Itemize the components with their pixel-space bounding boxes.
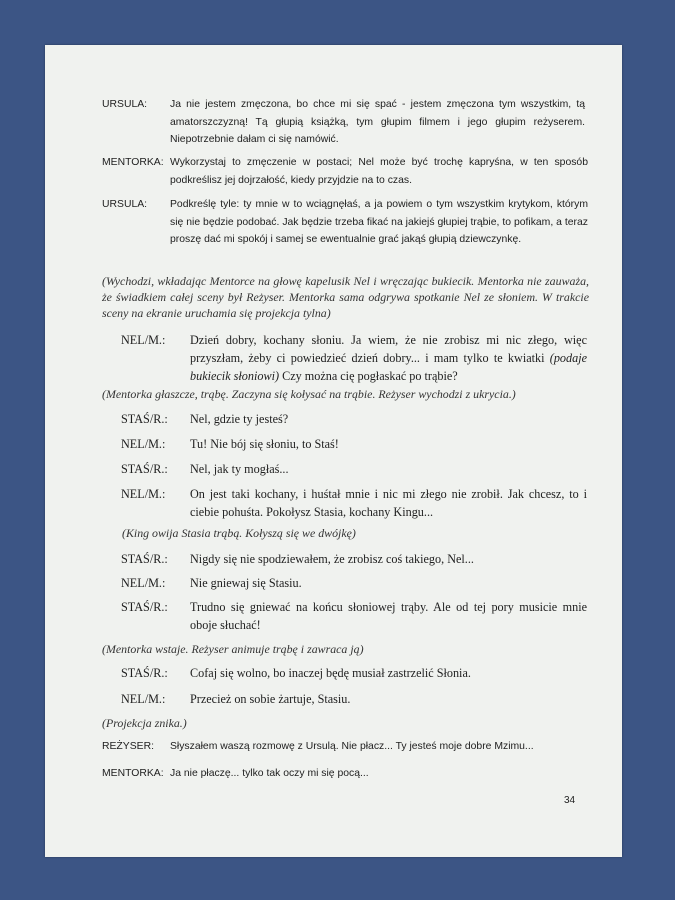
speaker-label: STAŚ/R.: [121,666,168,680]
speaker-label: STAŚ/R.: [121,412,168,426]
dialogue-text: Nie gniewaj się Stasiu. [190,576,302,590]
dialogue-block [102,196,588,249]
stage-direction: (King owija Stasia trąbą. Kołyszą się we dwójkę) [122,526,356,540]
dialogue-text-part: Dzień dobry, kochany słoniu. Ja wiem, że nie zrobisz mi nic złego, więc przyszłam, żeby ci powiedzieć dzień dobry... i mam tylko te kwiatki [190,333,587,365]
speaker-label: REŻYSER: [102,741,154,752]
speaker-label: URSULA: [102,199,148,210]
speaker-label: MENTORKA: [102,768,164,779]
dialogue-block [121,664,587,682]
speaker-label: NEL/M.: [121,576,166,590]
dialogue-block [121,550,587,568]
dialogue-text: Cofaj się wolno, bo inaczej będę musiał zastrzelić Słonia. [190,666,471,680]
speaker-label: NEL/M.: [121,437,166,451]
dialogue-block [121,574,587,592]
dialogue-text: Nigdy się nie spodziewałem, że zrobisz coś takiego, Nel... [190,552,474,566]
dialogue-block [121,485,587,521]
dialogue-text: Tu! Nie bój się słoniu, to Staś! [190,437,339,451]
speaker-label: STAŚ/R.: [121,600,168,614]
dialogue-block [121,331,587,385]
speaker-label: NEL/M.: [121,487,166,501]
dialogue-text: Wykorzystaj to zmęczenie w postaci; Nel może być trochę kapryśna, w ten sposób podkreślisz jej dojrzałość, kiedy przyjdzie na to czas. [170,157,588,186]
dialogue-text: Nel, jak ty mogłaś... [190,462,289,476]
dialogue-block [121,598,587,634]
dialogue-block [121,460,587,478]
speaker-label: URSULA: [102,99,148,110]
inline-direction: (podaje bukiecik słoniowi) [190,351,588,383]
dialogue-text: Słyszałem waszą rozmowę z Ursulą. Nie płacz... Ty jesteś moje dobre Mzimu... [170,741,534,752]
page-number: 34 [564,795,576,806]
dialogue-block [102,154,588,189]
stage-direction: (Projekcja znika.) [102,716,187,730]
dialogue-block [121,690,587,708]
dialogue-block [121,410,587,428]
dialogue-text: Trudno się gniewać na końcu słoniowej trąby. Ale od tej pory musicie mnie oboje słuchać! [190,600,587,632]
dialogue-text: Nel, gdzie ty jesteś? [190,412,289,426]
dialogue-block [102,96,585,149]
dialogue-text: Ja nie płaczę... tylko tak oczy mi się pocą... [170,768,369,779]
stage-direction: (Mentorka wstaje. Reżyser animuje trąbę i zawraca ją) [102,642,364,656]
dialogue-text-part: Czy można cię pogłaskać po trąbie? [282,369,458,383]
dialogue-text: Przecież on sobie żartuje, Stasiu. [190,692,351,706]
dialogue-text [190,331,587,385]
dialogue-block [102,738,592,756]
dialogue-text: Ja nie jestem zmęczona, bo chce mi się spać - jestem zmęczona tym wszystkim, tą amatorszczyzną! Tą głupią książką, tym głupim filmem i jego głupim reżyserem. Niepotrzebnie dałam ci się namówić. [170,99,585,145]
stage-direction: (Wychodzi, wkładając Mentorce na głowę kapelusik Nel i wręczając bukiecik. Mentorka nie zauważa, że świadkiem całej sceny był Reżyser. Mentorka sama odgrywa spotkanie Nel ze słoniem. W trakcie sceny na ekranie uruchamia się projekcja tylna) [102,274,589,320]
dialogue-block [102,765,592,783]
stage-direction: (Mentorka głaszcze, trąbę. Zaczyna się kołysać na trąbie. Reżyser wychodzi z ukrycia.) [102,387,516,401]
document-page [45,45,622,857]
speaker-label: NEL/M.: [121,692,166,706]
dialogue-text: On jest taki kochany, i huśtał mnie i nic mi złego nie zrobił. Jak chcesz, to i ciebie pohuśta. Pokołysz Stasia, kochany Kingu... [190,487,587,519]
dialogue-block [121,435,587,453]
speaker-label: NEL/M.: [121,333,166,347]
speaker-label: STAŚ/R.: [121,552,168,566]
speaker-label: MENTORKA: [102,157,164,168]
speaker-label: STAŚ/R.: [121,462,168,476]
dialogue-text: Podkreślę tyle: ty mnie w to wciągnęłaś, a ja powiem o tym wszystkim krytykom, którym się nie będzie podobać. Jak będzie trzeba fikać na jakiejś głupiej trąbie, to pofikam, a teraz proszę dać mi spokój i samej se ewentualnie grać jakąś głupią dziewczynkę. [170,199,588,245]
